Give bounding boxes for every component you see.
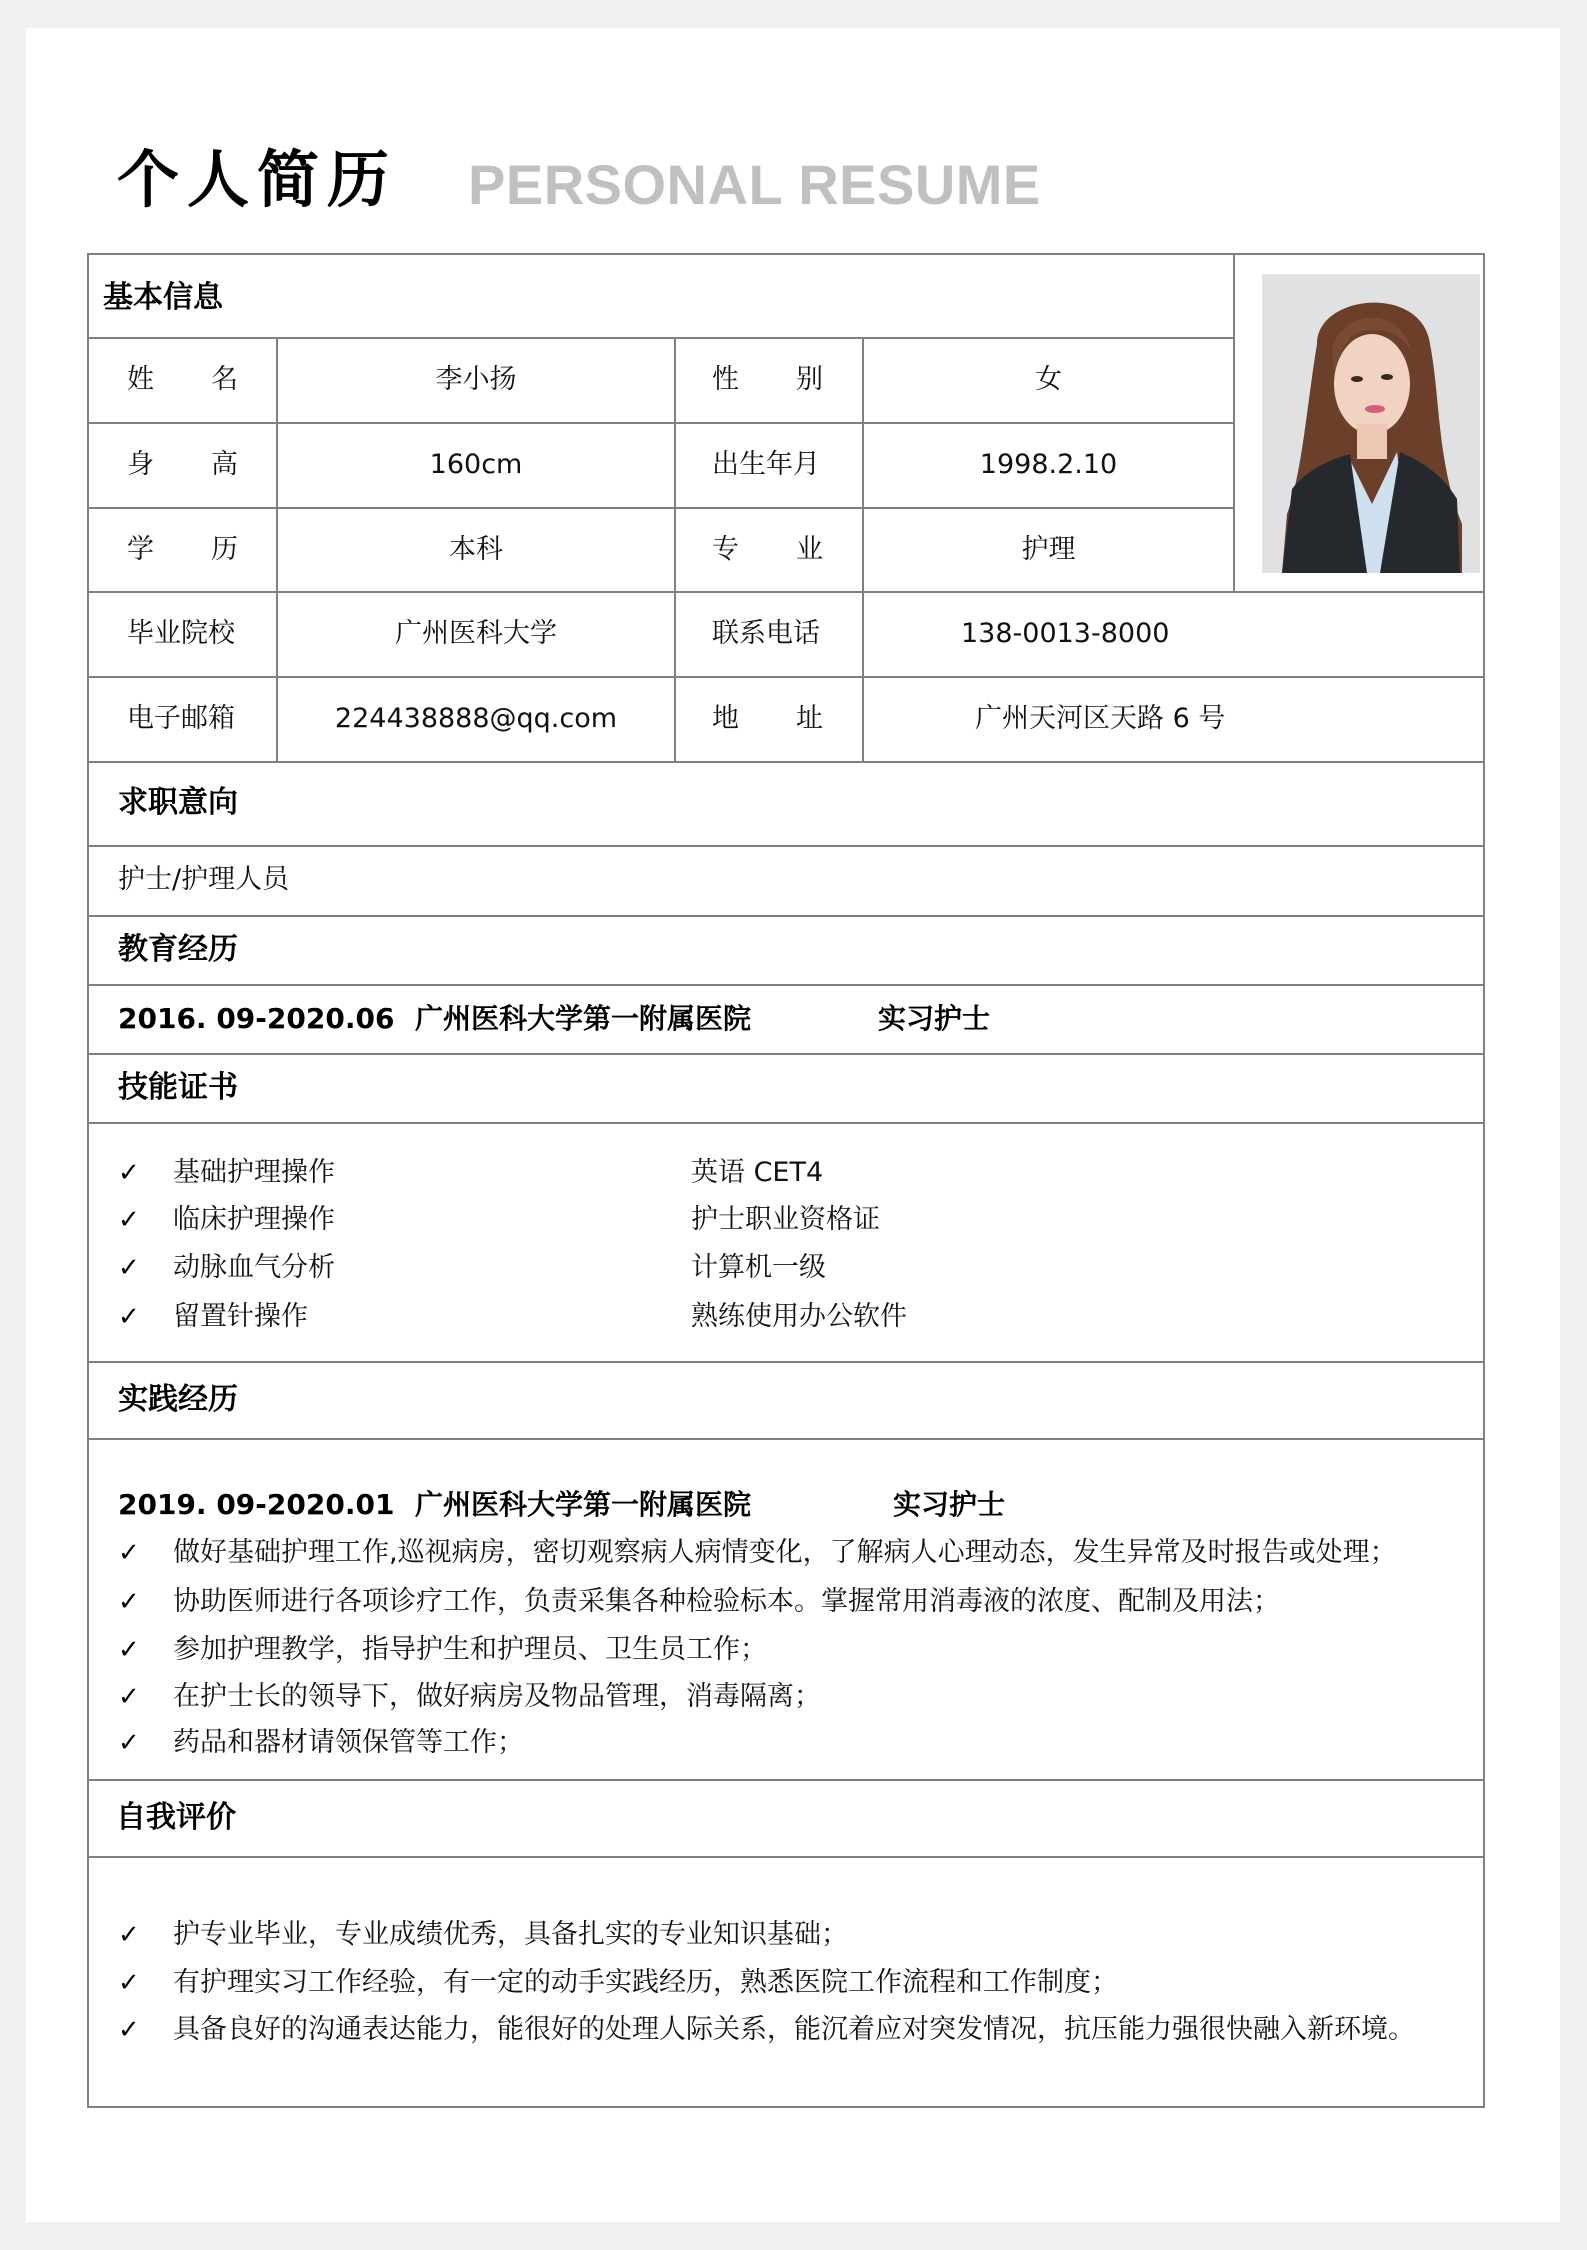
check-icon: ✓ (118, 1728, 140, 1758)
section-title-practice: 实践经历 (118, 1382, 238, 1417)
label-char: 别 (796, 364, 823, 395)
section-title-self-evaluation: 自我评价 (116, 1800, 236, 1835)
row-divider (87, 915, 1485, 917)
row-divider (87, 507, 1235, 509)
practice-period: 2019. 09-2020.01 (118, 1488, 395, 1521)
practice-role: 实习护士 (893, 1488, 1006, 1521)
check-icon: ✓ (118, 1635, 140, 1665)
certificate-item: 英语 CET4 (691, 1157, 824, 1188)
row-divider (87, 422, 1235, 424)
col-divider (674, 337, 676, 763)
page-subtitle: PERSONAL RESUME (468, 153, 1041, 216)
label-char: 历 (211, 534, 238, 565)
row-divider (87, 1053, 1485, 1055)
label-char: 身 (127, 449, 154, 480)
value-name: 李小扬 (435, 364, 517, 395)
value-height: 160cm (429, 449, 523, 480)
section-title-job-intention: 求职意向 (118, 785, 238, 820)
label-address (712, 702, 823, 736)
profile-photo (1262, 274, 1480, 573)
section-title-skills: 技能证书 (118, 1070, 238, 1105)
value-birth: 1998.2.10 (979, 449, 1118, 480)
label-email: 电子邮箱 (127, 703, 235, 734)
section-title-education: 教育经历 (118, 932, 238, 967)
label-major (712, 533, 823, 567)
table-border-bottom (87, 2106, 1485, 2108)
value-email: 224438888@qq.com (334, 703, 618, 734)
table-border-right (1483, 253, 1485, 2108)
practice-item: 药品和器材请领保管等工作； (173, 1727, 524, 1758)
check-icon: ✓ (118, 2015, 140, 2045)
row-divider (87, 1779, 1485, 1781)
table-border-top (87, 253, 1485, 255)
self-evaluation-item: 有护理实习工作经验，有一定的动手实践经历，熟悉医院工作流程和工作制度； (173, 1967, 1118, 1998)
certificate-item: 熟练使用办公软件 (691, 1301, 907, 1332)
row-divider (87, 337, 1235, 339)
skill-item: 临床护理操作 (173, 1204, 335, 1235)
value-major: 护理 (1021, 534, 1076, 565)
row-divider (87, 676, 1485, 678)
label-birth: 出生年月 (712, 449, 820, 480)
practice-item: 在护士长的领导下，做好病房及物品管理，消毒隔离； (173, 1681, 821, 1712)
skill-item: 留置针操作 (173, 1301, 308, 1332)
check-icon: ✓ (118, 1920, 140, 1950)
label-school: 毕业院校 (127, 618, 235, 649)
row-divider (87, 1438, 1485, 1440)
value-education: 本科 (449, 534, 503, 565)
check-icon: ✓ (118, 1587, 140, 1617)
education-role: 实习护士 (878, 1002, 991, 1035)
label-char: 址 (796, 703, 823, 734)
job-intention-value: 护士/护理人员 (118, 864, 290, 895)
check-icon: ✓ (118, 1682, 140, 1712)
certificate-item: 护士职业资格证 (691, 1204, 880, 1235)
check-icon: ✓ (118, 1205, 140, 1235)
check-icon: ✓ (118, 1538, 140, 1568)
row-divider (87, 845, 1485, 847)
page-title: 个人简历 (117, 143, 398, 216)
row-divider (87, 1122, 1485, 1124)
label-education (127, 533, 238, 567)
label-char: 性 (712, 364, 739, 395)
label-name (127, 363, 238, 397)
label-char: 高 (211, 449, 238, 480)
row-divider (87, 1361, 1485, 1363)
label-char: 姓 (127, 364, 154, 395)
skill-item: 动脉血气分析 (173, 1252, 335, 1283)
education-period: 2016. 09-2020.06 (118, 1002, 395, 1035)
label-char: 专 (712, 534, 739, 565)
label-char: 名 (211, 364, 238, 395)
label-char: 地 (712, 703, 739, 734)
label-char: 业 (796, 534, 823, 565)
practice-item: 参加护理教学，指导护生和护理员、卫生员工作； (173, 1634, 767, 1665)
label-char: 学 (127, 534, 154, 565)
table-border-left (87, 253, 89, 2108)
self-evaluation-item: 具备良好的沟通表达能力，能很好的处理人际关系，能沉着应对突发情况，抗压能力强很快融入新环境。 (173, 2014, 1415, 2045)
label-phone: 联系电话 (712, 618, 820, 649)
row-divider (87, 761, 1485, 763)
row-divider (87, 591, 1485, 593)
check-icon: ✓ (118, 1253, 140, 1283)
practice-item: 做好基础护理工作,巡视病房，密切观察病人病情变化，了解病人心理动态，发生异常及时报告或处理； (173, 1537, 1397, 1568)
skill-item: 基础护理操作 (173, 1157, 335, 1188)
value-gender: 女 (1035, 364, 1062, 395)
check-icon: ✓ (118, 1302, 140, 1332)
portrait-image-icon (1262, 274, 1480, 573)
self-evaluation-item: 护专业毕业，专业成绩优秀，具备扎实的专业知识基础； (173, 1919, 848, 1950)
value-address: 广州天河区天路 6 号 (975, 703, 1226, 734)
check-icon: ✓ (118, 1968, 140, 1998)
photo-col-divider (1233, 253, 1235, 593)
practice-item: 协助医师进行各项诊疗工作，负责采集各种检验标本。掌握常用消毒液的浓度、配制及用法； (173, 1586, 1280, 1617)
label-gender (712, 363, 823, 397)
value-phone: 138-0013-8000 (961, 618, 1170, 649)
value-school: 广州医科大学 (395, 618, 557, 649)
education-school: 广州医科大学第一附属医院 (415, 1002, 752, 1035)
practice-org: 广州医科大学第一附属医院 (415, 1488, 752, 1521)
row-divider (87, 1856, 1485, 1858)
check-icon: ✓ (118, 1158, 140, 1188)
section-title-basic-info: 基本信息 (103, 280, 223, 315)
label-height (127, 448, 238, 482)
certificate-item: 计算机一级 (691, 1252, 826, 1283)
row-divider (87, 984, 1485, 986)
